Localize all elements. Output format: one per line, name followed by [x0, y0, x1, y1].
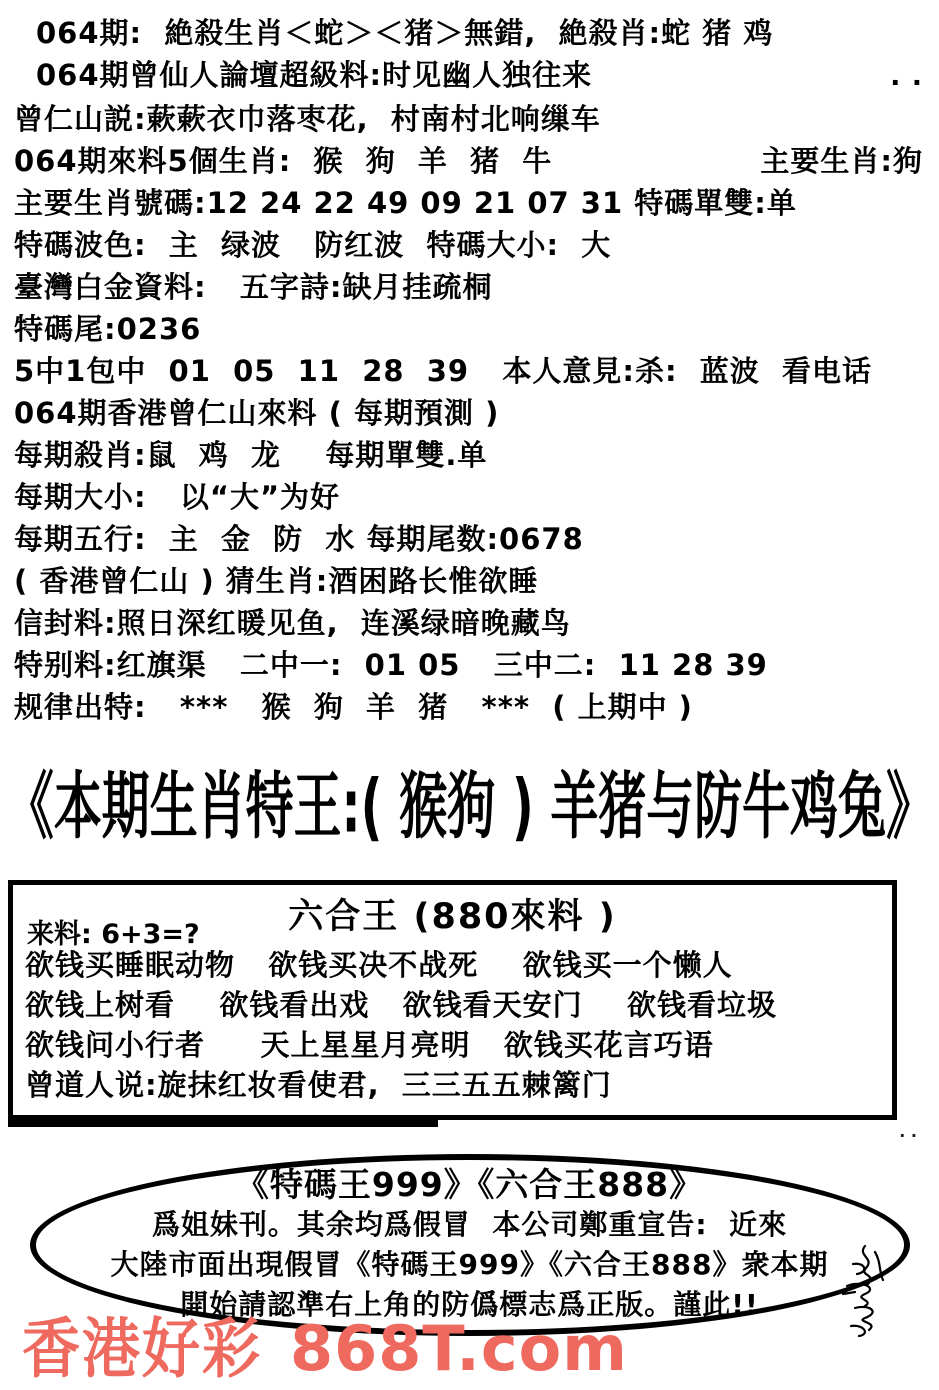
line-five-elements [14, 518, 923, 560]
line-text: 特别料:红旗渠 二中一: 01 05 三中二: 11 28 39 [14, 648, 768, 682]
line-text: 信封料:照日深红暖见鱼, 连溪绿暗晚藏鸟 [14, 606, 571, 640]
line-text: ( 香港曾仁山 ) 猜生肖:酒困路长惟欲睡 [14, 564, 539, 598]
liuhewang-box [8, 880, 897, 1120]
oval-notice-line: 大陸市面出現假冒《特碼王999》《六合王888》衆本期 [110, 1248, 829, 1281]
scan-artifact-dots: . . [890, 61, 923, 92]
box-riddle-line: 欲钱问小行者 天上星星月亮明 欲钱买花言巧语 [25, 1028, 714, 1062]
line-text: 曾仁山説:蔌蔌衣巾落枣花, 村南村北响缫车 [14, 102, 601, 136]
line-text: 每期五行: 主 金 防 水 每期尾数:0678 [14, 522, 584, 556]
line-envelope-tip [14, 602, 923, 644]
line-text: 064期: 絶殺生肖＜蛇＞＜猪＞無錯, 絶殺肖:蛇 猪 鸡 [36, 16, 774, 50]
box-riddle-line: 欲钱买睡眠动物 欲钱买决不战死 欲钱买一个懒人 [25, 948, 733, 982]
line-text: 主要生肖號碼:12 24 22 49 09 21 07 31 特碼單雙:单 [14, 186, 797, 220]
box-riddle-line: 欲钱上树看 欲钱看出戏 欲钱看天安门 欲钱看垃圾 [25, 988, 778, 1022]
box-title: 六合王 (880來料 ) [288, 897, 617, 937]
line-text: 5中1包中 01 05 11 28 39 本人意見:杀: 蓝波 看电话 [14, 354, 872, 388]
headline-banner [0, 732, 939, 870]
footer-site: 868T.com [290, 1311, 628, 1385]
line-kill-zodiac [14, 12, 923, 54]
oval-brand-line: 《特碼王999》《六合王888》 [235, 1165, 704, 1204]
box-header [25, 889, 880, 950]
line-forum-super [14, 54, 923, 98]
box-riddle-line: 曾道人说:旋抹红妆看使君, 三三五五棘篱门 [25, 1068, 612, 1102]
line-text: 臺灣白金資料: 五字詩:缺月挂疏桐 [14, 270, 493, 304]
line-text: 064期香港曾仁山來料 ( 每期預測 ) [14, 396, 500, 430]
box-corner-note: 来料: 6+3=? [27, 919, 200, 950]
footer-logo [0, 1308, 939, 1388]
line-five-pick-one [14, 350, 923, 392]
line-zeng-renshan-poem [14, 98, 923, 140]
line-kill-per-issue [14, 434, 923, 476]
scan-artifact-dots: . . [899, 1122, 917, 1141]
line-big-small [14, 476, 923, 518]
line-text: 064期曾仙人論壇超級料:时见幽人独往来 [36, 58, 593, 92]
line-taiwan-platinum [14, 266, 923, 308]
line-text: 每期大小: 以“大”为好 [14, 480, 341, 514]
line-text: 每期殺肖:鼠 鸡 龙 每期單雙.单 [14, 438, 488, 472]
oval-notice-line: 爲姐妹刊。其余均爲假冒 本公司鄭重宣告: 近來 [151, 1208, 788, 1241]
box-bottom-bar [8, 1119, 438, 1127]
footer-brand: 香港好彩 [22, 1310, 263, 1387]
line-pattern-special [14, 686, 923, 728]
line-five-zodiac [14, 140, 923, 182]
line-wave-color [14, 224, 923, 266]
oval-notice-line: 開始請認準右上角的防僞標志爲正版。謹此!! [180, 1288, 759, 1321]
line-text: 特碼波色: 主 绿波 防红波 特碼大小: 大 [14, 228, 612, 262]
line-special-tail [14, 308, 923, 350]
line-text: 064期來料5個生肖: 猴 狗 羊 猪 牛 [14, 144, 553, 178]
headline-text: 《本期生肖特王:( 猴狗 ) 羊猪与防牛鸡兔》 [5, 764, 934, 850]
line-guess-zodiac [14, 560, 923, 602]
line-text: 特碼尾:0236 [14, 312, 202, 346]
line-special-tip [14, 644, 923, 686]
line-main-numbers [14, 182, 923, 224]
line-hk-zeng-renshan [14, 392, 923, 434]
main-zodiac: 主要生肖:狗 [760, 144, 923, 178]
line-text: 规律出特: *** 猴 狗 羊 猪 *** ( 上期中 ) [14, 690, 693, 724]
